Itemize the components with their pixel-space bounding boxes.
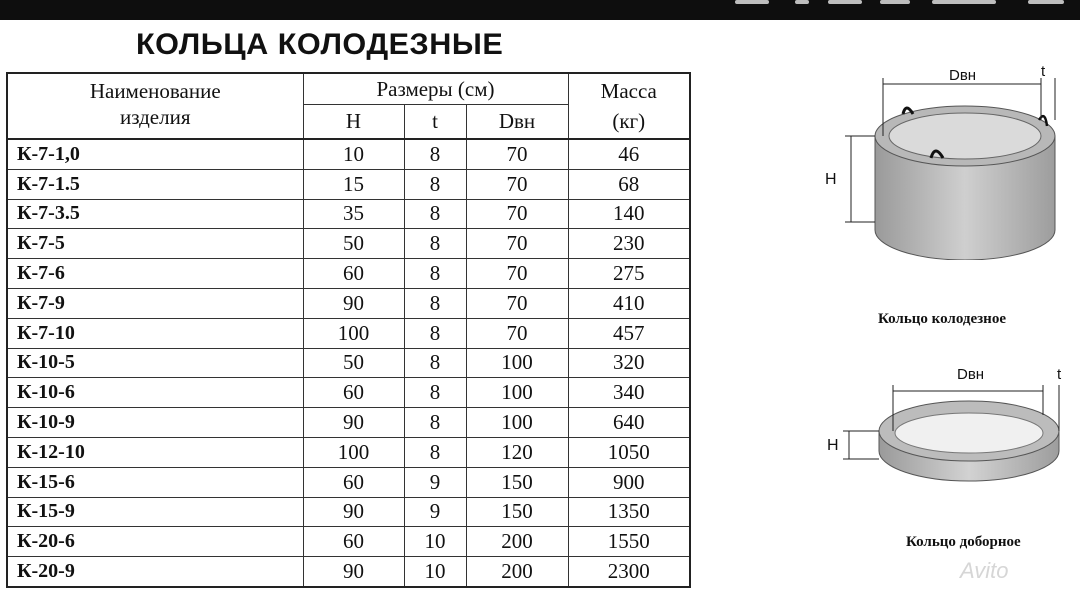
row-dvn: 100 [466,408,568,438]
row-dvn: 70 [466,318,568,348]
header-dvn: Dвн [466,105,568,140]
header-h: H [303,105,404,140]
page-title: КОЛЬЦА КОЛОДЕЗНЫЕ [136,28,504,61]
header-sizes: Размеры (см) [303,73,568,105]
well-ring-diagram [815,60,1080,260]
row-name: К-10-6 [7,378,303,408]
row-h: 50 [303,229,404,259]
row-t: 10 [404,527,466,557]
row-h: 90 [303,408,404,438]
d-label-2: Dвн [957,366,985,383]
avito-watermark: Avito [960,558,1009,583]
row-mass: 900 [568,467,690,497]
row-mass: 320 [568,348,690,378]
row-name: К-15-9 [7,497,303,527]
table-row [7,527,690,557]
row-mass: 457 [568,318,690,348]
row-dvn: 70 [466,169,568,199]
header-mass-line1: Масса [600,79,657,103]
row-mass: 640 [568,408,690,438]
row-h: 15 [303,169,404,199]
row-t: 8 [404,288,466,318]
row-mass: 140 [568,199,690,229]
row-mass: 2300 [568,557,690,587]
row-h: 60 [303,527,404,557]
row-mass: 340 [568,378,690,408]
row-mass: 1550 [568,527,690,557]
row-dvn: 120 [466,437,568,467]
row-t: 8 [404,348,466,378]
row-t: 8 [404,169,466,199]
table-row [7,557,690,587]
row-name: К-20-9 [7,557,303,587]
row-h: 60 [303,467,404,497]
row-h: 90 [303,497,404,527]
row-t: 8 [404,229,466,259]
spec-table [6,72,691,588]
row-h: 60 [303,378,404,408]
clock-icon [880,0,910,4]
header-t: t [404,105,466,140]
table-row [7,408,690,438]
row-dvn: 70 [466,199,568,229]
row-dvn: 100 [466,378,568,408]
t-label: t [1041,63,1046,80]
header-name [7,73,303,139]
table-row [7,378,690,408]
row-name: К-7-1.5 [7,169,303,199]
row-t: 8 [404,408,466,438]
battery-icon [932,0,996,4]
table-row [7,139,690,169]
row-t: 9 [404,467,466,497]
extension-ring-caption: Кольцо доборное [906,534,1021,550]
row-dvn: 150 [466,497,568,527]
row-name: К-12-10 [7,437,303,467]
row-dvn: 150 [466,467,568,497]
row-name: К-10-9 [7,408,303,438]
row-name: К-7-10 [7,318,303,348]
table-row [7,318,690,348]
table-row [7,437,690,467]
row-t: 8 [404,199,466,229]
header-mass-line2: (кг) [612,109,646,133]
row-t: 8 [404,259,466,289]
row-dvn: 200 [466,557,568,587]
well-ring-caption: Кольцо колодезное [878,311,1006,327]
row-t: 10 [404,557,466,587]
row-t: 8 [404,437,466,467]
signal-icon-2 [828,0,862,4]
h-label-2: H [827,437,839,454]
t-label-2: t [1057,366,1062,383]
row-dvn: 100 [466,348,568,378]
table-row [7,467,690,497]
row-name: К-7-9 [7,288,303,318]
signal-icon [735,0,769,4]
row-h: 100 [303,437,404,467]
row-mass: 275 [568,259,690,289]
row-name: К-7-1,0 [7,139,303,169]
table-row [7,169,690,199]
row-name: К-7-6 [7,259,303,289]
row-t: 9 [404,497,466,527]
row-mass: 1350 [568,497,690,527]
table-row [7,199,690,229]
row-h: 35 [303,199,404,229]
status-extra-icon [1028,0,1064,4]
d-label: Dвн [949,67,977,84]
row-t: 8 [404,139,466,169]
row-t: 8 [404,378,466,408]
h-label: H [825,171,837,188]
row-mass: 46 [568,139,690,169]
row-name: К-10-5 [7,348,303,378]
row-h: 10 [303,139,404,169]
row-h: 50 [303,348,404,378]
row-name: К-15-6 [7,467,303,497]
row-dvn: 70 [466,139,568,169]
row-h: 90 [303,288,404,318]
table-row [7,259,690,289]
wifi-icon [795,0,809,4]
table-row [7,348,690,378]
row-name: К-20-6 [7,527,303,557]
row-mass: 410 [568,288,690,318]
extension-ring-diagram [815,355,1080,495]
header-mass [568,73,690,139]
header-name-line1: Наименование [89,79,221,103]
row-dvn: 70 [466,259,568,289]
row-h: 100 [303,318,404,348]
status-bar [0,0,1080,20]
row-name: К-7-5 [7,229,303,259]
table-row [7,229,690,259]
row-mass: 68 [568,169,690,199]
row-t: 8 [404,318,466,348]
row-h: 90 [303,557,404,587]
table-row [7,288,690,318]
row-dvn: 70 [466,288,568,318]
row-name: К-7-3.5 [7,199,303,229]
row-dvn: 70 [466,229,568,259]
header-name-line2: изделия [119,105,191,129]
table-row [7,497,690,527]
row-mass: 1050 [568,437,690,467]
row-h: 60 [303,259,404,289]
row-dvn: 200 [466,527,568,557]
row-mass: 230 [568,229,690,259]
